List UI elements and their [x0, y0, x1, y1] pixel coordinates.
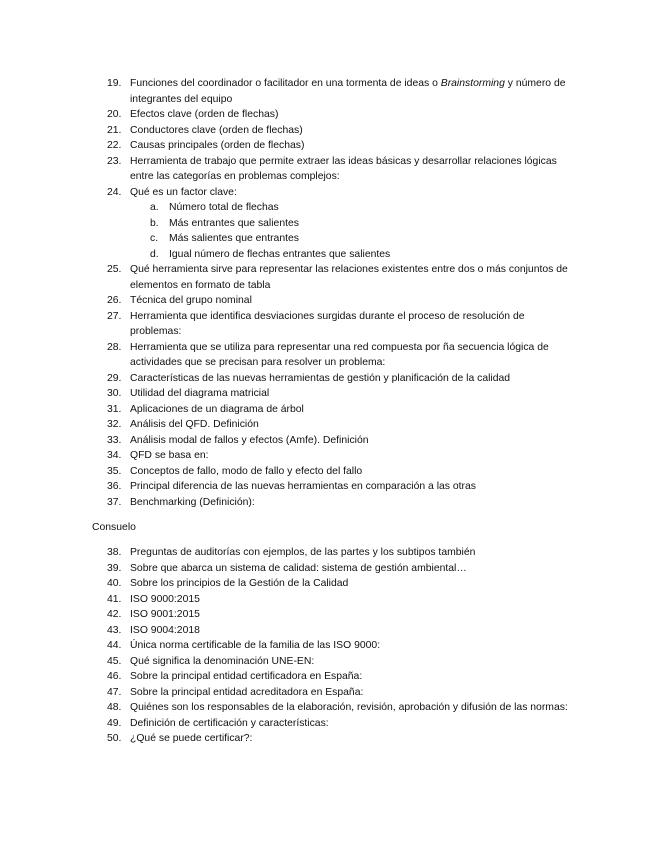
sub-item-text: Más entrantes que salientes: [169, 217, 299, 229]
item-number: 45.: [107, 655, 122, 667]
list-item: [0, 293, 655, 309]
item-number: 33.: [107, 434, 122, 446]
list-item: [0, 123, 655, 139]
item-text: Sobre los principios de la Gestión de la Calidad: [130, 578, 349, 589]
item-number: 30.: [107, 388, 122, 399]
sub-item-text: Número total de flechas: [169, 202, 279, 213]
list-item: [0, 417, 655, 433]
list-item: [0, 638, 655, 654]
item-number: 41.: [107, 593, 122, 605]
item-text: ISO 9004:2018: [130, 624, 200, 636]
item-number: 47.: [107, 686, 122, 698]
item-text: Sobre que abarca un sistema de calidad: sistema de gestión ambiental…: [130, 562, 467, 574]
item-text: Efectos clave (orden de flechas): [130, 109, 279, 120]
sub-item-letter: c.: [150, 233, 159, 244]
list-item: [0, 76, 655, 107]
item-text: Técnica del grupo nominal: [130, 295, 252, 306]
item-text: Sobre la principal entidad certificadora en España:: [130, 671, 363, 682]
sub-list-item: [0, 247, 655, 263]
item-number: 21.: [107, 124, 122, 136]
item-text: Qué herramienta sirve para representar las relaciones existentes entre dos o más conjuntos de elementos en formato de tabla: [130, 264, 568, 291]
list-item: [0, 433, 655, 449]
list-item: [0, 731, 655, 747]
item-text: Benchmarking (Definición):: [130, 496, 255, 508]
item-number: 43.: [107, 624, 122, 636]
item-text: Herramienta de trabajo que permite extraer las ideas básicas y desarrollar relaciones lógicas entre las categorías en problemas complejos:: [130, 155, 557, 182]
item-number: 25.: [107, 264, 122, 275]
item-number: 42.: [107, 609, 122, 620]
item-number: 29.: [107, 372, 122, 384]
item-text: Análisis del QFD. Definición: [130, 419, 259, 430]
item-number: 20.: [107, 109, 122, 120]
item-text: Características de las nuevas herramientas de gestión y planificación de la calidad: [130, 372, 511, 384]
list-item: [0, 700, 655, 716]
sub-list-item: [0, 216, 655, 232]
list-item: [0, 448, 655, 464]
item-number: 31.: [107, 403, 122, 415]
list-item: [0, 561, 655, 577]
item-text: Preguntas de auditorías con ejemplos, de las partes y los subtipos también: [130, 547, 476, 558]
item-number: 32.: [107, 419, 122, 430]
item-number: 37.: [107, 496, 122, 508]
item-text: Quiénes son los responsables de la elaboración, revisión, aprobación y difusión de las normas:: [130, 702, 568, 713]
sub-list-item: [0, 200, 655, 216]
item-number: 36.: [107, 481, 122, 492]
list-item: [0, 402, 655, 418]
item-number: 22.: [107, 140, 122, 151]
list-item: [0, 479, 655, 495]
item-number: 23.: [107, 155, 122, 167]
list-item: [0, 386, 655, 402]
item-number: 26.: [107, 295, 122, 306]
list-item: [0, 464, 655, 480]
item-number: 49.: [107, 717, 122, 729]
item-number: 19.: [107, 78, 122, 89]
sub-item-text: Más salientes que entrantes: [169, 233, 299, 244]
item-text: Conceptos de fallo, modo de fallo y efecto del fallo: [130, 465, 363, 477]
item-text: Qué significa la denominación UNE-EN:: [130, 655, 315, 667]
list-item: [0, 309, 655, 340]
item-text: ISO 9001:2015: [130, 609, 200, 620]
item-text: Sobre la principal entidad acreditadora en España:: [130, 686, 364, 698]
list-item: [0, 654, 655, 670]
item-number: 48.: [107, 702, 122, 713]
list-item: [0, 185, 655, 201]
list-item: [0, 607, 655, 623]
item-number: 27.: [107, 310, 122, 322]
sub-item-text: Igual número de flechas entrantes que salientes: [169, 248, 391, 260]
item-text: Herramienta que identifica desviaciones surgidas durante el proceso de resolución de problemas:: [130, 310, 525, 337]
item-number: 34.: [107, 450, 122, 461]
item-number: 24.: [107, 186, 122, 198]
sub-item-letter: d.: [150, 248, 159, 260]
item-text: ISO 9000:2015: [130, 593, 200, 605]
item-number: 39.: [107, 562, 122, 574]
item-number: 35.: [107, 465, 122, 477]
list-item: [0, 716, 655, 732]
list-item: [0, 623, 655, 639]
sub-list-item: [0, 231, 655, 247]
item-text: Principal diferencia de las nuevas herramientas en comparación a las otras: [130, 481, 476, 492]
item-text: Funciones del coordinador o facilitador en una tormenta de ideas o Brainstorming y número de integrantes del equipo: [130, 78, 566, 105]
list-item: [0, 669, 655, 685]
item-number: 44.: [107, 640, 122, 651]
list-item: [0, 371, 655, 387]
list-item: [0, 576, 655, 592]
question-list-bottom: [0, 545, 655, 747]
item-text: QFD se basa en:: [130, 450, 209, 461]
section-label: Consuelo: [92, 522, 136, 533]
item-text: Aplicaciones de un diagrama de árbol: [130, 403, 304, 415]
question-list-top: [0, 76, 655, 510]
item-text: ¿Qué se puede certificar?:: [130, 733, 253, 744]
sub-item-letter: a.: [150, 202, 159, 213]
list-item: [0, 545, 655, 561]
list-item: [0, 154, 655, 185]
list-item: [0, 495, 655, 511]
item-text: Qué es un factor clave:: [130, 186, 237, 198]
item-text: Herramienta que se utiliza para representar una red compuesta por ña secuencia lógica de actividades que se precisan para resolver un problema:: [130, 341, 549, 368]
list-item: [0, 592, 655, 608]
item-text: Causas principales (orden de flechas): [130, 140, 305, 151]
item-number: 28.: [107, 341, 122, 353]
item-text: Utilidad del diagrama matricial: [130, 388, 270, 399]
list-item: [0, 262, 655, 293]
list-item: [0, 685, 655, 701]
item-text: Análisis modal de fallos y efectos (Amfe). Definición: [130, 434, 369, 446]
list-item: [0, 340, 655, 371]
sub-item-letter: b.: [150, 217, 159, 229]
item-number: 46.: [107, 671, 122, 682]
item-number: 38.: [107, 547, 122, 558]
item-number: 50.: [107, 733, 122, 744]
item-text: Única norma certificable de la familia de las ISO 9000:: [130, 640, 381, 651]
list-item: [0, 138, 655, 154]
item-number: 40.: [107, 578, 122, 589]
item-text: Conductores clave (orden de flechas): [130, 124, 303, 136]
item-text: Definición de certificación y características:: [130, 717, 329, 729]
list-item: [0, 107, 655, 123]
